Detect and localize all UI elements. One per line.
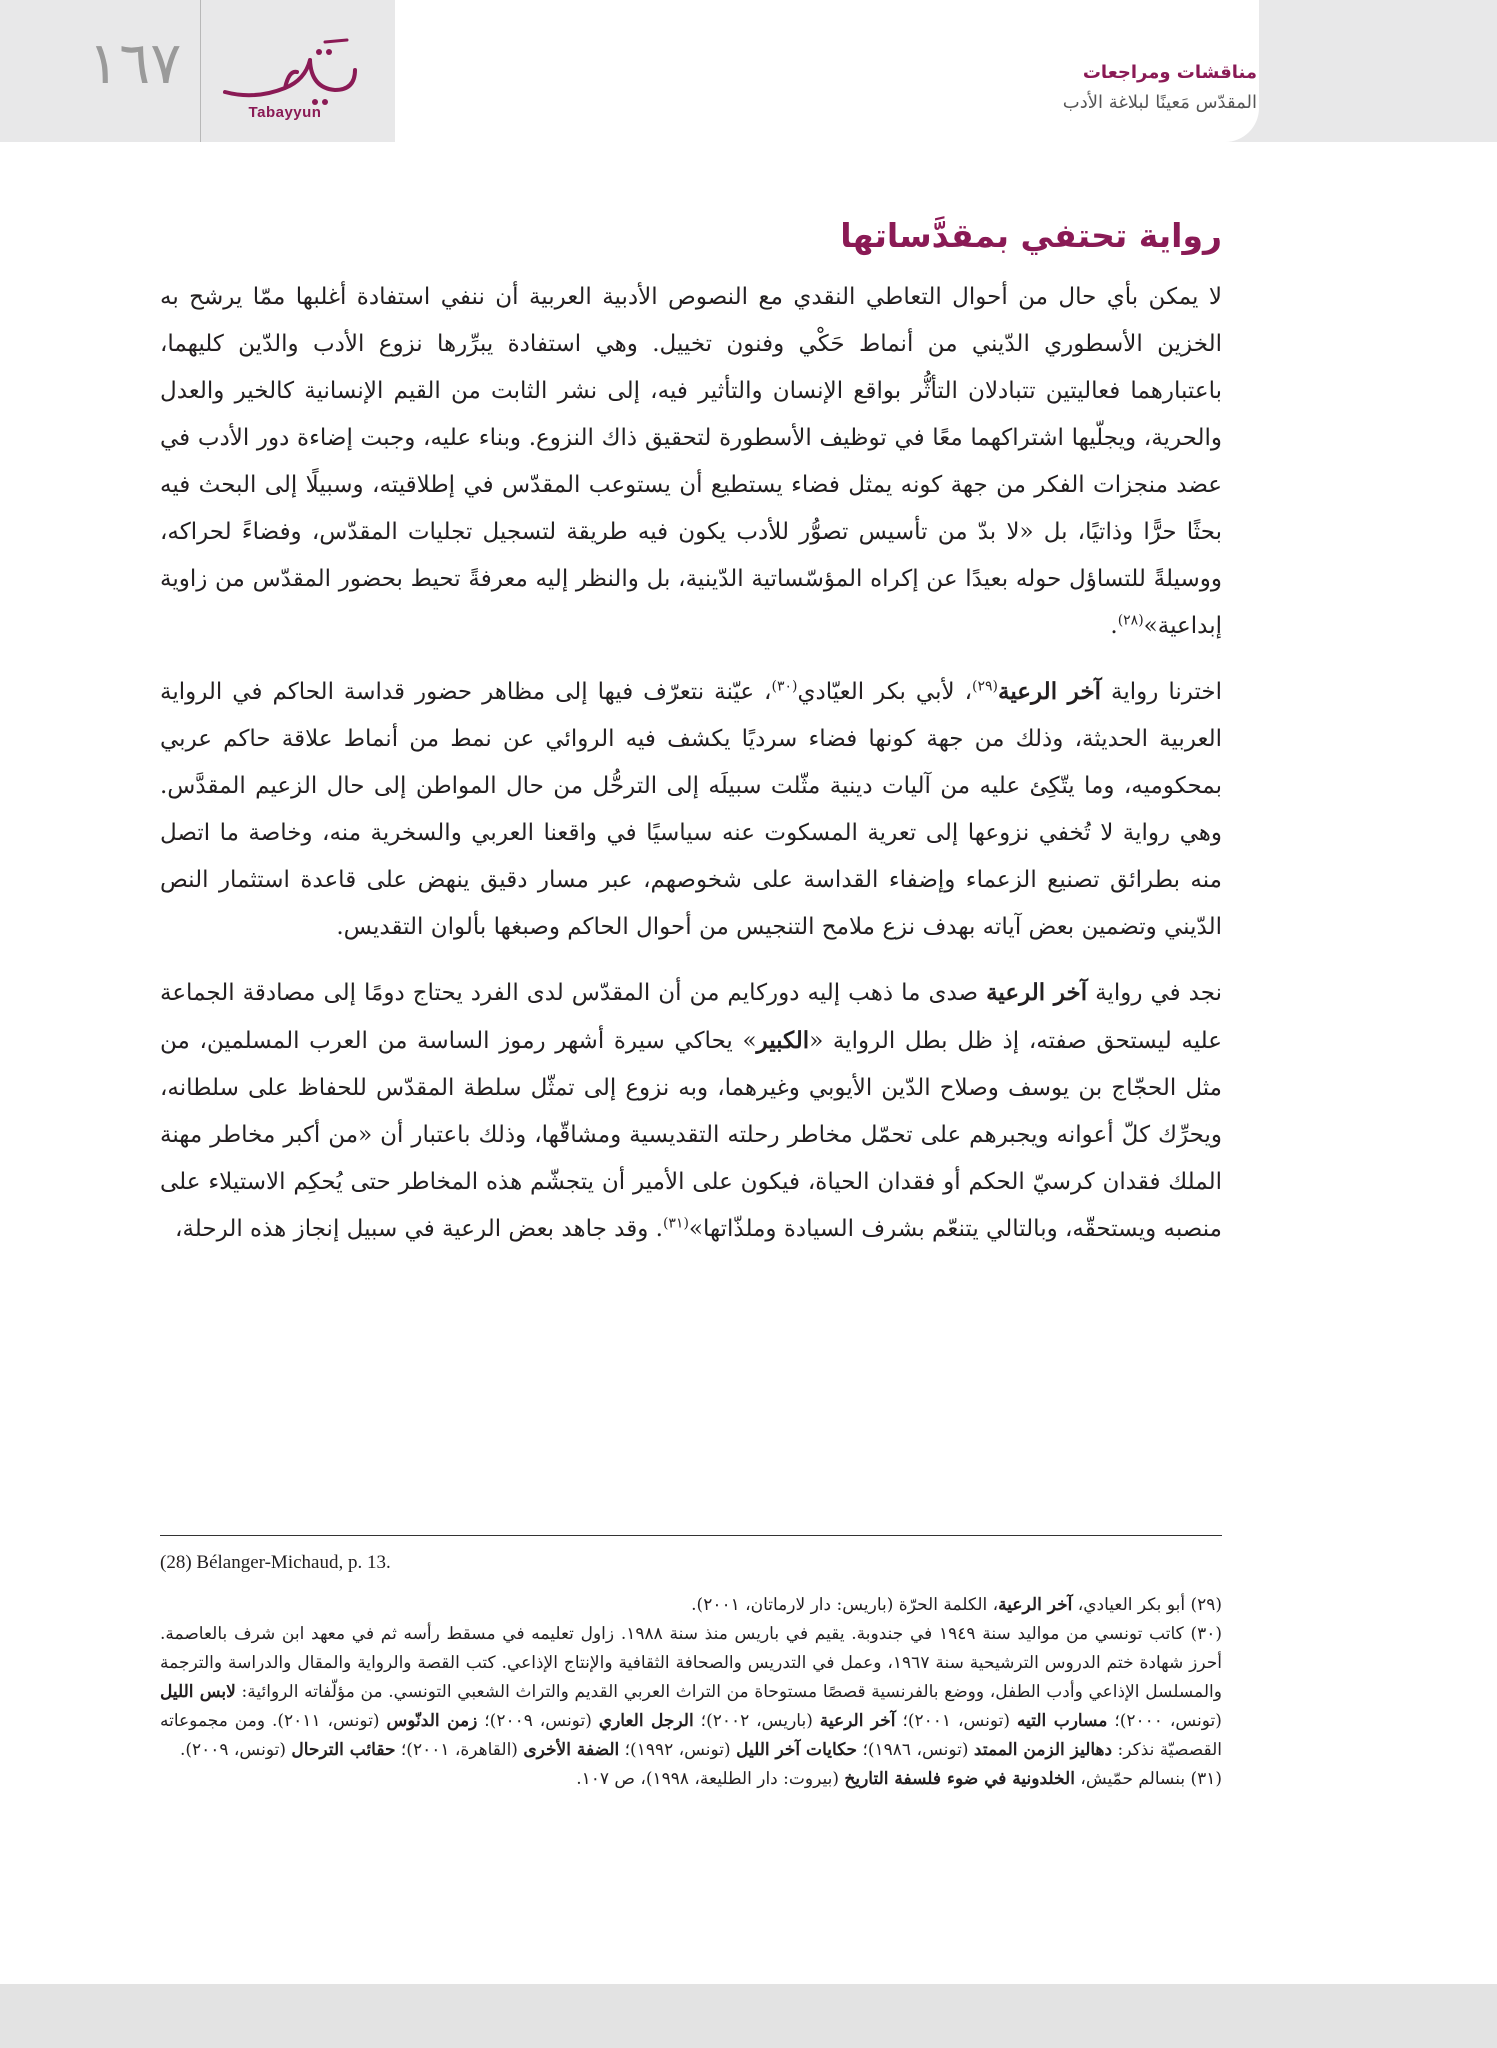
paragraph-text: » يحاكي سيرة أشهر رموز الساسة من العرب المسلمين، من مثل الحجّاج بن يوسف وصلاح الدّين الأيوبي وغيرهما، وبه نزوع إلى تمثّل سلطة المقدّس للحفاظ على سلطانه، ويحرِّك كلّ أعوانه ويجبرهم على تحمّل مخاطر رحلته التقديسية ومشاقّها، وذلك باعتبار أن «من أكبر مخاطر مهنة الملك فقدان كرسيّ الحكم أو فقدان الحياة، فيكون على الأمير أن يتجشّم هذه المخاطر حتى يُحكِم الاستيلاء على منصبه ويستحقّه، وبالتالي يتنعّم بشرف السيادة وملذّاتها» bbox=[160, 1027, 1222, 1242]
paragraph-text: صدى ما ذهب إليه دوركايم من أن المقدّس لدى الفرد يحتاج دومًا إلى مصادقة الجماعة عليه ليستحق صفته، إذ ظل بطل الرواية « bbox=[160, 979, 1223, 1054]
footnote-31 bbox=[160, 1765, 1222, 1794]
paragraph-text: . وقد جاهد بعض الرعية في سبيل إنجاز هذه الرحلة، bbox=[175, 1215, 663, 1242]
footnote-ref[interactable]: (٢٨) bbox=[1117, 612, 1144, 629]
footnote-separator bbox=[160, 1535, 1222, 1536]
footnote-book-title: حكايات آخر الليل bbox=[736, 1740, 858, 1760]
page-bottom-bar bbox=[0, 1984, 1497, 2048]
footnote-text: (٣٠) كاتب تونسي من مواليد سنة ١٩٤٩ في جندوبة. يقيم في باريس منذ سنة ١٩٨٨. زاول تعليمه في مسقط رأسه ثم في معهد ابن شرف بالعاصمة. أحرز شهادة ختم الدروس الترشيحية سنة ١٩٦٧، وعمل في التدريس والصحافة الثقافية والإنتاج الإذاعي. كتب القصة والرواية والمقال والدراسة والترجمة والمسلسل الإذاعي وأدب الطفل، ووضع بالفرنسية قصصًا مستوحاة من التراث العربي القديم والتراث الشعبي التونسي. من مؤلّفاته الروائية: bbox=[160, 1624, 1222, 1702]
section-subtitle: المقدّس مَعينًا لبلاغة الأدب bbox=[1062, 92, 1257, 113]
footnote-ref[interactable]: (٣٠) bbox=[771, 678, 798, 695]
footnote-text: (تونس، ٢٠٠١)؛ bbox=[895, 1711, 1017, 1731]
footnote-text: (تونس، ٢٠١١). ومن مجموعاته القصصيّة نذكر: bbox=[160, 1711, 1222, 1760]
paragraph-text: نجد في رواية bbox=[1087, 979, 1222, 1006]
footnote-text: (تونس، ١٩٩٢)؛ bbox=[619, 1740, 737, 1760]
footnote-text: (القاهرة، ٢٠٠١)؛ bbox=[395, 1740, 524, 1760]
footnote-text: (باريس، ٢٠٠٢)؛ bbox=[693, 1711, 820, 1731]
footnote-text: (٣١) بنسالم حمّيش، bbox=[1074, 1769, 1222, 1789]
footnote-book-title: زمن الدنّوس bbox=[386, 1711, 478, 1731]
tabayyun-logo-mark bbox=[215, 30, 395, 110]
article-body bbox=[160, 215, 1222, 1271]
footnote-book-title: لابس الليل bbox=[160, 1682, 236, 1702]
footnote-book-title: الرجل العاري bbox=[598, 1711, 694, 1731]
logo-text: Tabayyun bbox=[248, 104, 322, 121]
footnote-text: (تونس، ٢٠٠٠)؛ bbox=[1107, 1711, 1222, 1731]
footnote-ref[interactable]: (٣١) bbox=[662, 1215, 689, 1232]
footnote-text: ، الكلمة الحرّة (باريس: دار لارماتان، ٢٠٠١). bbox=[691, 1595, 999, 1615]
paragraph-text: اخترنا رواية bbox=[1101, 678, 1223, 705]
paragraph-1 bbox=[160, 274, 1222, 650]
footnotes bbox=[160, 1545, 1222, 1794]
paragraph-text: . bbox=[1110, 612, 1118, 639]
footnote-text: (تونس، ١٩٨٦)؛ bbox=[857, 1740, 974, 1760]
footnote-29 bbox=[160, 1591, 1222, 1620]
header-divider bbox=[200, 0, 201, 142]
paragraph-text: ، لأبي بكر العيّادي bbox=[797, 678, 973, 705]
footnote-book-title: آخر الرعية bbox=[819, 1711, 896, 1731]
footnote-text: (بيروت: دار الطليعة، ١٩٩٨)، ص ١٠٧. bbox=[576, 1769, 845, 1789]
footnote-book-title: الضفة الأخرى bbox=[523, 1740, 620, 1760]
page-number: ١٦٧ bbox=[88, 29, 182, 97]
footnote-book-title: آخر الرعية bbox=[998, 1595, 1073, 1615]
footnote-book-title: حقائب الترحال bbox=[291, 1740, 396, 1760]
paragraph-text: ، عيّنة نتعرّف فيها إلى مظاهر حضور قداسة الحاكم في الرواية العربية الحديثة، وذلك من جهة كونها فضاء سرديًا يكشف فيه الروائي عن نمط من أنماط علاقة حاكم عربي بمحكوميه، وما يتّكِئ عليه من آليات دينية مثّلت سبيلَه إلى الترحُّل من حال المواطن إلى حال الزعيم المقدَّس. وهي رواية لا تُخفي نزوعها إلى تعرية المسكوت عنه سياسيًا في واقعنا العربي والسخرية منه، وخاصة ما اتصل منه بطرائق تصنيع الزعماء وإضفاء القداسة على شخوصهم، عبر مسار دقيق ينهض على قاعدة استثمار النص الدّيني وتضمين بعض آياته بهدف نزع ملامح التنجيس من أحوال الحاكم وصبغها بألوان التقديس. bbox=[160, 678, 1222, 940]
footnote-book-title: الخلدونية في ضوء فلسفة التاريخ bbox=[844, 1769, 1075, 1789]
paragraph-3 bbox=[160, 969, 1222, 1253]
footnote-text: (تونس، ٢٠٠٩)؛ bbox=[477, 1711, 599, 1731]
footnote-book-title: دهاليز الزمن الممتد bbox=[973, 1740, 1113, 1760]
paragraph-2 bbox=[160, 668, 1222, 951]
section-title: مناقشات ومراجعات bbox=[1082, 62, 1257, 83]
character-name: الكبير bbox=[756, 1026, 810, 1054]
novel-title: آخر الرعية bbox=[998, 677, 1102, 705]
footnote-text: (تونس، ٢٠٠٩). bbox=[179, 1740, 292, 1760]
footnote-text: (٢٩) أبو بكر العيادي، bbox=[1072, 1595, 1222, 1615]
tabayyun-logo bbox=[215, 30, 395, 130]
footnote-30 bbox=[160, 1620, 1222, 1765]
footnote-ref[interactable]: (٢٩) bbox=[972, 678, 998, 695]
paragraph-text: لا يمكن بأي حال من أحوال التعاطي النقدي مع النصوص الأدبية العربية أن ننفي استفادة أغلبها ممّا يرشح به الخزين الأسطوري الدّيني من أنماط حَكْي وفنون تخييل. وهي استفادة يبرِّرها نزوع الأدب والدّين كليهما، باعتبارهما فعاليتين تتبادلان التأثُّر بواقع الإنسان والتأثير فيه، إلى نشر الثابت من القيم الإنسانية كالخير والعدل والحرية، ويجلّيها اشتراكهما معًا في توظيف الأسطورة لتحقيق ذاك النزوع. وبناء عليه، وجبت إضاءة دور الأدب في عضد منجزات الفكر من جهة كونه يمثل فضاء يستطيع أن يستوعب المقدّس في إطلاقيته، وسبيلًا إلى البحث فيه بحثًا حرًّا وذاتيًا، بل «لا بدّ من تأسيس تصوُّر للأدب يكون فيه طريقة لتسجيل تجليات المقدّس، وفضاءً لحراكه، ووسيلةً للتساؤل حوله بعيدًا عن إكراه المؤسّساتية الدّينية، بل والنظر إليه معرفةً تحيط بحضور المقدّس من زاوية إبداعية» bbox=[160, 283, 1222, 639]
novel-title: آخر الرعية bbox=[986, 978, 1088, 1006]
article-heading: رواية تحتفي بمقدَّساتها bbox=[840, 216, 1222, 255]
footnote-book-title: مسارب التيه bbox=[1016, 1711, 1108, 1731]
footnote-28: (28) Bélanger-Michaud, p. 13. bbox=[160, 1552, 391, 1573]
